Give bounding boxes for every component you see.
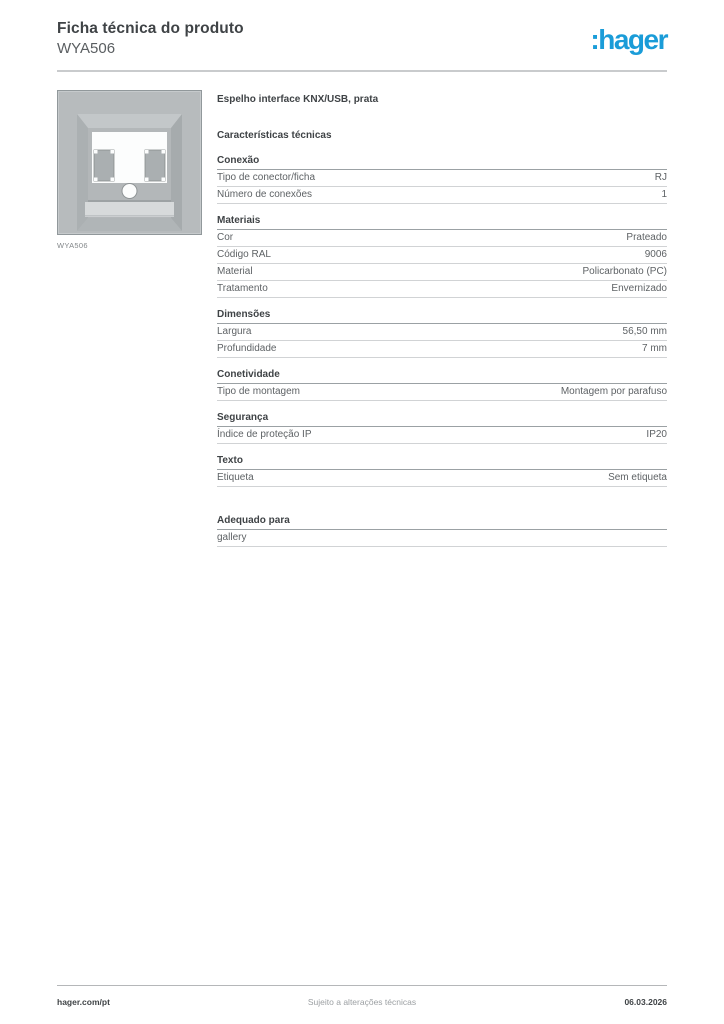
product-image-column [57,90,202,557]
main-content [57,90,667,557]
section-heading: Texto [217,454,667,470]
spec-section-conexao [217,154,667,204]
spec-row [217,281,667,298]
spec-row [217,170,667,187]
footer-disclaimer: Sujeito a alterações técnicas [307,997,417,1007]
spec-value: Prateado [626,232,667,243]
spec-label: Etiqueta [217,472,254,483]
spec-value: IP20 [646,429,667,440]
spec-value: RJ [654,172,667,183]
spec-label: Material [217,266,253,277]
spec-label: Cor [217,232,234,243]
spec-label: Número de conexões [217,189,313,200]
spec-value: 7 mm [642,343,667,354]
spec-value: Envernizado [611,283,667,294]
spec-value: 1 [661,189,667,200]
spec-label: Largura [217,326,252,337]
spec-row [217,384,667,401]
section-heading: Adequado para [217,514,667,530]
product-name: Espelho interface KNX/USB, prata [217,94,379,105]
spec-label: Profundidade [217,343,277,354]
spec-label: Tratamento [217,283,268,294]
spec-row [217,230,667,247]
spec-label: Tipo de montagem [217,386,301,397]
spec-label: gallery [217,532,247,543]
spec-label: Código RAL [217,249,271,260]
spec-row [217,530,667,547]
spec-section-adequado-para [217,514,667,547]
spec-value: Montagem por parafuso [560,386,667,397]
header-divider [57,70,667,72]
section-heading: Conexão [217,154,667,170]
spec-value: 56,50 mm [622,326,667,337]
footer-website-link[interactable]: hager.com/pt [57,997,110,1007]
page-title: Ficha técnica do produto [57,20,244,37]
spec-section-texto [217,454,667,487]
spec-section-seguranca [217,411,667,444]
footer [57,985,667,1007]
section-heading: Dimensões [217,308,667,324]
specs-title: Características técnicas [217,130,332,141]
spec-row [217,264,667,281]
spec-row [217,427,667,444]
spec-row [217,324,667,341]
footer-date: 06.03.2026 [624,997,667,1007]
spec-label: Tipo de conector/ficha [217,172,316,183]
section-heading: Materiais [217,214,667,230]
spec-value: Policarbonato (PC) [582,266,667,277]
spec-row [217,187,667,204]
spec-section-dimensoes [217,308,667,358]
specs-column [217,90,667,557]
spec-value: Sem etiqueta [608,472,667,483]
spec-section-conetividade [217,368,667,401]
spec-row [217,470,667,487]
product-code: WYA506 [57,40,116,57]
section-heading: Conetividade [217,368,667,384]
section-heading: Segurança [217,411,667,427]
hager-logo: :hager [590,24,667,55]
spec-row [217,341,667,358]
header [57,20,667,57]
header-titles [57,20,244,57]
spec-label: Índice de proteção IP [217,429,312,440]
product-photo [57,90,202,235]
spec-section-materiais [217,214,667,298]
spec-value: 9006 [644,249,667,260]
spec-row [217,247,667,264]
product-image-caption: WYA506 [57,241,88,250]
